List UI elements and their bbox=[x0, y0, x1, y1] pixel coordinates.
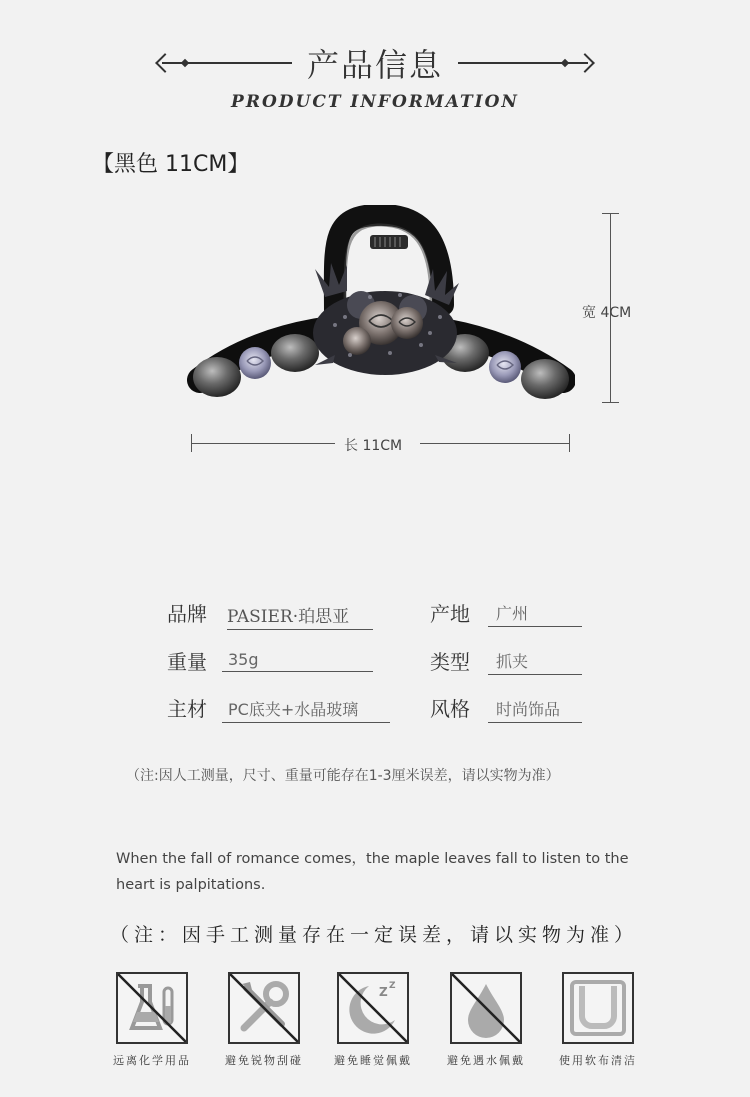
water-drop-icon bbox=[450, 972, 522, 1044]
header-dot-icon bbox=[181, 59, 189, 67]
material-value: PC底夹+水晶玻璃 bbox=[222, 697, 390, 723]
variant-label: 【黑色 11CM】 bbox=[92, 152, 250, 177]
brand-label: 品牌 bbox=[167, 602, 207, 626]
measurement-note: （注:因人工测量，尺寸、重量可能存在1-3厘米误差，请以实物为准） bbox=[126, 768, 560, 784]
care-caption: 避免锐物刮碰 bbox=[225, 1054, 303, 1067]
page-subtitle: PRODUCT INFORMATION bbox=[231, 92, 519, 112]
chemical-flask-icon bbox=[116, 972, 188, 1044]
weight-label: 重量 bbox=[167, 650, 207, 674]
width-label: 宽 4CM bbox=[582, 305, 632, 321]
dimension-cap bbox=[602, 402, 619, 403]
tools-icon bbox=[228, 972, 300, 1044]
material-label: 主材 bbox=[167, 697, 207, 721]
care-caption: 使用软布清洁 bbox=[559, 1054, 637, 1067]
soft-cloth-icon bbox=[562, 972, 634, 1044]
english-tagline: When the fall of romance comes，the maple leaves fall to listen to the heart is palpitations. bbox=[116, 851, 629, 893]
brand-value: PASIER·珀思亚 bbox=[227, 602, 373, 630]
sleep-moon-icon bbox=[337, 972, 409, 1044]
svg-text:Z: Z bbox=[379, 985, 388, 999]
header-dot-icon bbox=[561, 59, 569, 67]
page-title: 产品信息 bbox=[306, 46, 443, 84]
care-caption: 远离化学用品 bbox=[113, 1054, 191, 1067]
care-caption: 避免遇水佩戴 bbox=[447, 1054, 525, 1067]
product-image bbox=[185, 205, 575, 415]
svg-text:Z: Z bbox=[389, 981, 396, 991]
care-caption: 避免睡觉佩戴 bbox=[334, 1054, 412, 1067]
length-dimension-line bbox=[191, 443, 335, 444]
type-value: 抓夹 bbox=[488, 649, 582, 675]
dimension-cap bbox=[569, 434, 570, 452]
origin-label: 产地 bbox=[430, 602, 470, 626]
handmade-note: （注：因手工测量存在一定误差，请以实物为准） bbox=[110, 924, 639, 946]
origin-value: 广州 bbox=[488, 601, 582, 627]
type-label: 类型 bbox=[430, 650, 470, 674]
length-dimension-line bbox=[420, 443, 570, 444]
style-value: 时尚饰品 bbox=[488, 697, 582, 723]
style-label: 风格 bbox=[430, 697, 470, 721]
weight-value: 35g bbox=[222, 650, 373, 672]
length-label: 长 11CM bbox=[344, 438, 403, 454]
header-arrow-right-icon bbox=[575, 53, 595, 73]
